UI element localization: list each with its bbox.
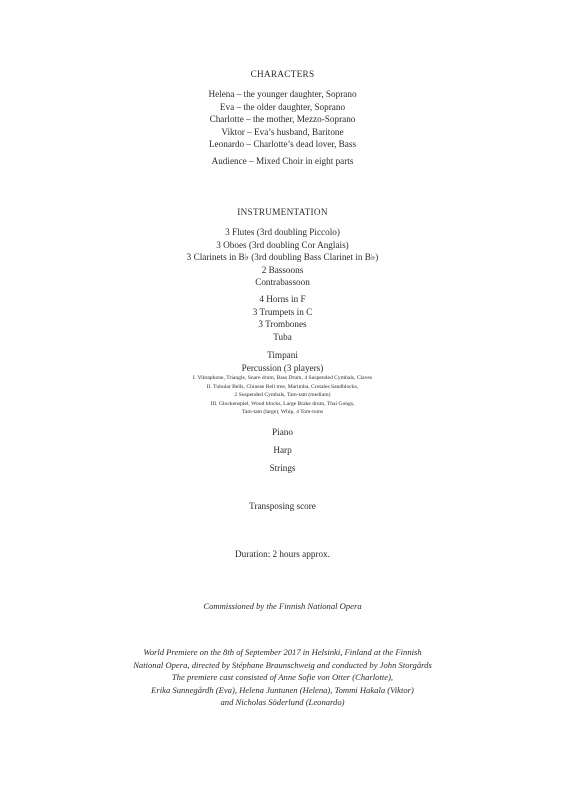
percussion-detail-line: III. Glockenspiel, Wood blocks, Large Brake drum, Thai Gongs, <box>210 400 355 407</box>
percussion-line: Percussion (3 players) <box>241 362 324 373</box>
brass-line: 3 Trumpets in C <box>252 306 313 317</box>
woodwind-line: Contrabassoon <box>255 277 310 287</box>
piano-line: Piano <box>272 427 293 437</box>
brass-line: 3 Trombones <box>258 319 307 329</box>
brass-line: 4 Horns in F <box>259 294 306 304</box>
strings-line: Strings <box>269 463 296 473</box>
role-leonardo: Leonardo – Charlotte’s dead lover, Bass <box>208 139 357 149</box>
score-type-note: Transposing score <box>249 501 316 511</box>
percussion-detail-line: I. Vibraphone, Triangle, Snare drum, Bass Drum, 4 Suspended Cymbals, Claves <box>192 375 373 381</box>
woodwind-line: 2 Bassoons <box>261 264 304 275</box>
timpani-line: Timpani <box>267 350 298 360</box>
woodwind-line: 3 Flutes (3rd doubling Piccolo) <box>225 227 340 237</box>
percussion-detail-line: 2 Suspended Cymbals, Tam-tam (medium) <box>234 392 331 398</box>
commission-note: Commissioned by the Finnish National Opera <box>203 601 362 611</box>
instrumentation-heading: INSTRUMENTATION <box>237 207 328 217</box>
premiere-line: and Nicholas Söderlund (Leonardo) <box>220 697 345 707</box>
premiere-line: Erika Sunnegårdh (Eva), Helena Juntunen (Helena), Tommi Hakala (Viktor) <box>151 684 414 695</box>
premiere-line: The premiere cast consisted of Anne Sofie von Otter (Charlotte), <box>171 672 394 682</box>
role-charlotte: Charlotte – the mother, Mezzo-Soprano <box>209 114 356 124</box>
percussion-detail-line: Tam-tam (large), Whip, 4 Tom-toms <box>241 409 324 415</box>
duration-note: Duration: 2 hours approx. <box>235 549 330 559</box>
role-eva: Eva – the older daughter, Soprano <box>219 101 346 112</box>
woodwind-line: 3 Clarinets in B♭ (3rd doubling Bass Clarinet in B♭) <box>186 252 379 262</box>
premiere-line: World Premiere on the 8th of September 2017 in Helsinki, Finland at the Finnish <box>143 647 422 657</box>
brass-line: Tuba <box>273 331 292 342</box>
role-helena: Helena – the younger daughter, Soprano <box>208 89 357 99</box>
premiere-line: National Opera, directed by Stéphane Braunschweig and conducted by John Storgårds <box>133 659 432 670</box>
role-viktor: Viktor – Eva’s husband, Baritone <box>221 126 344 137</box>
percussion-detail-line: II. Tubular Bells, Chinese Bell tree, Marimba, Crotales Sandblocks, <box>206 383 359 390</box>
woodwind-line: 3 Oboes (3rd doubling Cor Anglais) <box>216 239 349 250</box>
role-audience-choir: Audience – Mixed Choir in eight parts <box>211 156 354 166</box>
characters-heading: CHARACTERS <box>250 69 315 79</box>
harp-line: Harp <box>273 445 292 455</box>
